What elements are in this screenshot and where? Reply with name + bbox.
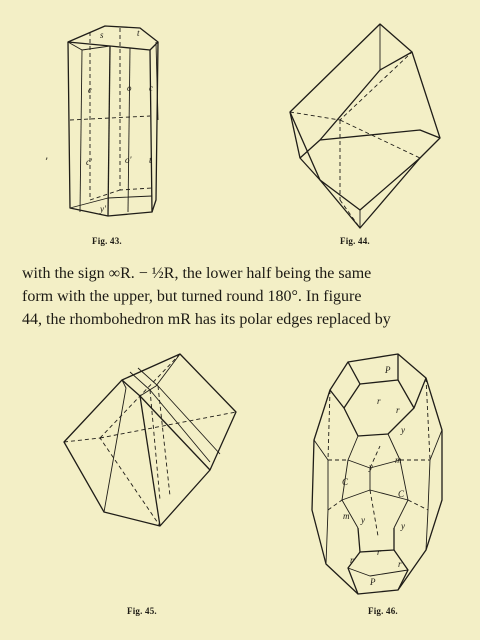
fig43-face-label: c bbox=[88, 85, 92, 95]
text-line: 44, the rhombohedron mR has its polar edges replaced by bbox=[22, 311, 391, 328]
fig43-face-label: t bbox=[137, 28, 140, 38]
fig43-face-label: y' bbox=[100, 204, 106, 214]
crystal-figure-43 bbox=[60, 20, 170, 230]
fig46-face-label: r bbox=[396, 405, 400, 415]
fig46-face-label: C bbox=[342, 477, 349, 487]
figure-44-caption: Fig. 44. bbox=[340, 236, 370, 246]
fig46-face-label: y bbox=[401, 521, 405, 531]
fig46-face-label: r bbox=[350, 555, 354, 565]
fig43-face-label: t bbox=[149, 155, 152, 165]
fig46-face-label: y bbox=[369, 462, 373, 472]
crystal-figure-44 bbox=[280, 20, 450, 230]
figure-45-caption: Fig. 45. bbox=[127, 606, 157, 616]
fig46-face-label: y bbox=[361, 515, 365, 525]
text-line: form with the upper, but turned round 180°. In figure bbox=[22, 288, 362, 305]
crystal-figure-46 bbox=[308, 350, 448, 600]
fig46-face-label: C bbox=[398, 489, 405, 499]
fig46-face-label: m bbox=[395, 455, 402, 465]
body-text bbox=[22, 262, 480, 331]
stray-mark: ’ bbox=[45, 157, 49, 168]
crystal-figure-45 bbox=[60, 350, 240, 530]
fig43-face-label: s bbox=[100, 30, 104, 40]
fig46-face-label: r bbox=[377, 547, 381, 557]
fig43-face-label: c bbox=[149, 83, 153, 93]
fig43-face-label: o bbox=[127, 83, 132, 93]
text-line: with the sign ∞R. − ½R, the lower half being the same bbox=[22, 265, 372, 282]
fig46-face-label: y bbox=[401, 425, 405, 435]
fig46-face-label: m bbox=[343, 511, 350, 521]
fig46-face-label: P bbox=[370, 577, 376, 587]
fig46-face-label: P bbox=[385, 365, 391, 375]
fig43-face-label: c' bbox=[86, 157, 92, 167]
fig46-face-label: r bbox=[377, 396, 381, 406]
fig43-face-label: o' bbox=[125, 155, 132, 165]
fig46-face-label: r bbox=[398, 559, 402, 569]
figure-43-caption: Fig. 43. bbox=[92, 236, 122, 246]
figure-46-caption: Fig. 46. bbox=[368, 606, 398, 616]
